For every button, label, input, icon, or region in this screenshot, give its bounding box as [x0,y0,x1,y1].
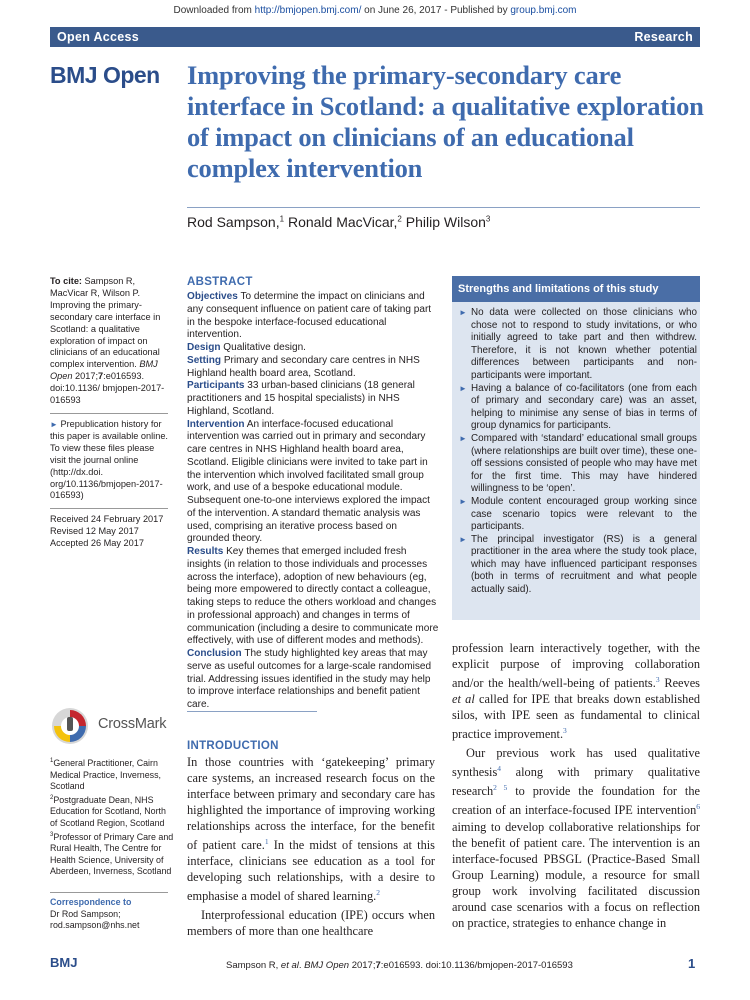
body-text: aiming to develop collaborative relationships for the benefit of patient care. The intervention is an interface-focused PBSGL (Practice-Based Small Group Learning) module, a resource for small group work involving facilitated discussion around case scenarios with a focus on reflection on practice, strategies to enhance change in [452,819,700,930]
body-text: called for IPE that breaks down established silos, with IPE seen as fundamental to clinical practice improvement. [452,692,700,742]
triangle-bullet-icon: ► [459,308,467,317]
correspondence-divider [50,892,168,893]
footer-citation [226,960,573,971]
cite-year: 2017; [72,371,99,382]
author-affil-ref: 1 [279,214,285,224]
results-text: Key themes that emerged included fresh insights (in relation to those individuals and processes across the interface), adoption of new behaviours (eg, being more empowered to directly contact a colleague, taking steps to reduce the others workload and changes in professional approach) and changes in terms of communication (including a desire to communicate more effectively, with use of different modes and methods). [187,546,439,647]
author-name: Rod Sampson, [187,214,280,230]
list-item [457,496,697,534]
open-access-label: Open Access [57,30,140,44]
citation-sidebar [50,276,168,550]
journal-url-link[interactable]: http://bmjopen.bmj.com/ [254,5,362,16]
correspondence-name: Dr Rod Sampson; [50,908,121,919]
body-text: along with primary qualitative research [452,765,700,799]
strengths-limitations-box [452,276,700,620]
footer-journal: BMJ Open [304,960,350,971]
received-date: Received 24 February 2017 [50,514,164,525]
crossmark-icon [50,706,94,746]
results-label: Results [187,546,224,557]
bmj-logo: BMJ [50,955,78,970]
section-banner [50,27,700,47]
abstract-intervention [187,419,440,547]
revised-date: Revised 12 May 2017 [50,526,139,537]
reference-link[interactable]: 2 [376,888,380,898]
sidebar-divider [50,508,168,509]
body-text: Our previous work has used qualitative synthesis [452,746,700,780]
crossmark-badge[interactable] [50,706,172,746]
journal-logo: BMJ Open [50,62,160,88]
affiliation-ref: 1 [50,758,54,764]
affiliation-item [50,793,175,830]
conclusion-label: Conclusion [187,648,242,659]
abstract-conclusion [187,648,440,712]
reference-link[interactable]: 3 [563,726,567,736]
setting-label: Setting [187,354,222,366]
reference-link[interactable]: 6 [696,802,700,812]
author-affil-ref: 3 [485,214,491,224]
prepub-text: Prepublication history for this paper is available online. To view these files please visit the journal online (http://dx.doi. org/10.1136/bmjopen-2017-016593) [50,418,168,501]
objectives-label: Objectives [187,291,238,302]
body-text: to provide the foundation for the creation of an interface-focused IPE intervention [452,784,701,818]
accepted-date: Accepted 26 May 2017 [50,538,144,549]
footer-text: 2017; [349,960,376,971]
participants-text: 33 urban-based clinicians (18 general practitioners and 15 hospital specialists) in NHS Highland, Scotland. [187,380,415,417]
affiliation-item [50,830,175,878]
group-url-link[interactable]: group.bmj.com [510,5,577,16]
reference-link[interactable]: 2 5 [493,783,508,793]
list-item [457,307,697,383]
triangle-bullet-icon: ► [50,419,58,429]
list-item [457,534,697,597]
list-item [457,433,697,496]
body-text: profession learn interactively together, with the explicit purpose of improving collaboration and/or the health/well-being of patients. [452,641,700,691]
triangle-bullet-icon: ► [459,383,467,393]
strengths-heading: Strengths and limitations of this study [452,276,700,302]
download-middle: on June 26, 2017 - Published by [361,5,511,16]
body-paragraph [452,640,700,742]
abstract-design [187,342,440,355]
cite-doi: :e016593. doi:10.1136/ bmjopen-2017-016593 [50,371,165,406]
reference-link[interactable]: 3 [655,675,660,684]
abstract-heading: ABSTRACT [187,276,253,288]
author-name: Ronald MacVicar, [284,214,398,230]
triangle-bullet-icon: ► [459,534,467,544]
affiliation-text: Professor of Primary Care and Rural Health, The Centre for Health Science, University of Aberdeen, Inverness, Scotland [50,831,174,877]
abstract-participants [187,380,440,418]
intro-paragraph: Interprofessional education (IPE) occurs when members of more than one healthcare [187,908,435,939]
intervention-label: Intervention [187,418,245,430]
reference-link[interactable]: 1 [264,837,269,846]
download-prefix: Downloaded from [173,5,255,16]
affiliation-ref: 3 [50,831,54,838]
list-item-text: The principal investigator (RS) is a general practitioner in the area where the study took place, which may have influenced participant responses (both in terms of recruitment and what people actually said). [471,533,697,596]
strengths-list [457,307,697,597]
list-item-text: Having a balance of co-facilitators (one from each of primary and secondary care) was an asset, helping to minimise any sense of bias in terms of group dynamics for participants. [471,382,697,432]
affiliation-text: General Practitioner, Cairn Medical Practice, Inverness, Scotland [50,757,161,792]
page-number: 1 [688,956,696,971]
body-column-right [452,640,700,931]
list-item-text: Module content encouraged group working since case scenario topics were relevant to the participants. [471,495,697,533]
abstract-results [187,546,440,648]
footer-etal: et al [280,960,299,971]
objectives-text: To determine the impact on clinicians and any consequent influence on patient care of taking part in the bespoke interface-focused educational intervention. [187,291,432,341]
cite-block [50,276,168,407]
list-item [457,383,697,433]
abstract-body [187,291,440,712]
article-title: Improving the primary-secondary care interface in Scotland: a qualitative exploration of impact on clinicians of an educational complex intervention [187,60,704,183]
design-text: Qualitative design. [220,342,306,353]
setting-text: Primary and secondary care centres in NHS Highland health board area, Scotland. [187,354,420,379]
footer-text: . [298,960,305,971]
affiliations [50,756,175,878]
research-label: Research [634,30,693,44]
author-affil-ref: 2 [397,214,402,224]
intro-paragraph [187,754,435,904]
intro-text: In the midst of tensions at this interface, clinicians see education as a tool for developing such relationships, with a desire to emphasise a model of shared learning. [187,838,435,904]
triangle-bullet-icon: ► [459,496,467,506]
body-text: Reeves [659,676,700,691]
list-item-text: Compared with ‘standard’ educational small groups (where relationships are built over time), these one-off sessions consisted of people who may have met for the first time. This may have hindered willingness to be ‘open’. [471,432,697,495]
footer-volume: 7 [375,960,381,971]
author-list [187,214,490,230]
abstract-objectives [187,291,440,342]
participants-label: Participants [187,380,245,392]
cite-journal: BMJ Open [50,359,158,382]
conclusion-text: The study highlighted key areas that may serve as useful outcomes for a large-scale randomised trial. Addressing issues identified in the study may help to improve interface relationships and benefit patient care. [187,648,432,710]
intervention-text: An interface-focused educational intervention was carried out in primary and secondary care centres in NHS Highland health board area, Scotland. Eligible clinicians were invited to take part in the intervention which involved facilitated small group work, and use of a bespoke educational module. Subsequent one-to-one interviews explored the impact of the intervention. A standard thematic analysis was used, comprising an iterative process based on grounded theory. [187,418,430,545]
prepub-note [50,419,168,502]
cite-volume: 7 [98,371,104,382]
intro-text: In those countries with ‘gatekeeping’ primary care systems, an increased research focus on the interface between primary and secondary care has highlighted the importance of improving working relationships across the interface, for the benefit of patient care. [187,755,435,853]
reference-link[interactable]: 4 [497,764,502,774]
affiliation-ref: 2 [50,794,54,801]
download-line [0,5,750,16]
cite-text: Sampson R, MacVicar R, Wilson P. Improving the primary-secondary care interface in Scotland: a qualitative exploration of impact on clinicians of an educational complex intervention. [50,276,161,370]
triangle-bullet-icon: ► [459,433,467,443]
author-name: Philip Wilson [401,214,486,230]
footer-doi: :e016593. doi:10.1136/bmjopen-2017-016593 [380,960,573,971]
et-al: et al [452,692,475,707]
introduction-heading: INTRODUCTION [187,740,279,752]
correspondence-email[interactable]: rod.sampson@nhs.net [50,920,140,931]
affiliation-text: Postgraduate Dean, NHS Education for Scotland, North of Scotland Region, Scotland [50,794,166,828]
design-label: Design [187,342,221,353]
abstract-setting [187,355,440,381]
abstract-divider [187,711,317,712]
affiliation-item [50,756,175,793]
title-divider [187,207,700,208]
sidebar-divider [50,413,168,414]
crossmark-label: CrossMark [98,716,167,732]
cite-label: To cite: [50,276,82,286]
correspondence [50,897,170,932]
list-item-text: No data were collected on those clinicians who chose not to respond to study invitations, or who initially agreed to take part and then withdrew. Therefore, it is not known whether potential differences between participants and non-participants were important. [471,307,697,381]
introduction-body [187,754,435,939]
footer-text: Sampson R, [226,960,281,971]
correspondence-label: Correspondence to [50,897,132,907]
body-paragraph [452,745,700,930]
